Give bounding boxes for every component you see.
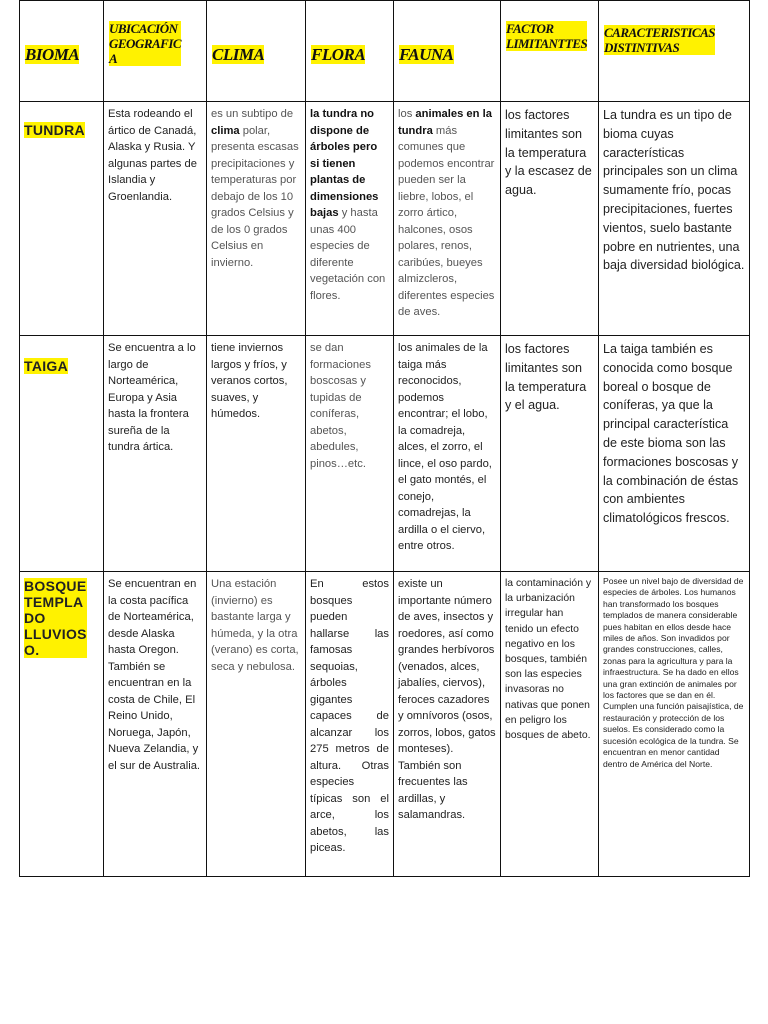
ubicacion-cell <box>104 102 207 336</box>
header-ubicacion-cell <box>104 1 207 102</box>
flora-text: En estos bosques pueden hallarse las famosas sequoias, árboles gigantes capaces de alcanzar los 275 metros de altura. Otras especies típicas son el arce, los abetos, las piceas. <box>310 578 389 854</box>
clima-cell <box>207 336 306 572</box>
bioma-cell <box>20 336 104 572</box>
clima-text-bold: clima <box>211 124 240 137</box>
caract-cell <box>599 336 750 572</box>
header-clima: CLIMA <box>212 45 265 64</box>
bioma-name: TAIGA <box>24 358 69 374</box>
bioma-name-line5: O. <box>24 642 40 658</box>
header-factor-cell <box>501 1 599 102</box>
bioma-cell <box>20 102 104 336</box>
flora-text-post: y hasta unas 400 especies de diferente vegetación con flores. <box>310 207 386 302</box>
factor-text: los factores limitantes son la temperatura y la escasez de agua. <box>505 108 592 198</box>
fauna-text-bold: animales en la tundra <box>398 108 492 137</box>
header-clima-cell <box>207 1 306 102</box>
flora-cell <box>306 102 394 336</box>
flora-cell <box>306 572 394 877</box>
fauna-cell <box>394 572 501 877</box>
bioma-name-line3: DO <box>24 610 46 626</box>
table-row <box>20 572 750 877</box>
table-row <box>20 336 750 572</box>
caract-cell <box>599 572 750 877</box>
caract-text: Posee un nivel bajo de diversidad de especies de árboles. Los humanos han transformado los bosques templados de manera considerable pues habitan en ellos desde hace miles de años. Son invadidos por grandes construcciones, calles, zonas para la agricultura y para la infraestructura. Se ha dado en ellos una gran extinción de animales por los factores que se dan en él. Cumplen una función paisajística, de restauración y protección de los suelos. Es considerado como la sucesión ecológica de la tundra. Se encuentran en menor cantidad dentro de América del Norte. <box>603 576 744 769</box>
ubicacion-text: Se encuentra a lo largo de Norteamérica, Europa y Asia hasta la frontera sureña de la tundra ártica. <box>108 342 196 453</box>
factor-cell <box>501 336 599 572</box>
clima-cell <box>207 102 306 336</box>
clima-text-pre: es un subtipo de <box>211 108 294 120</box>
caract-text: La tundra es un tipo de bioma cuyas características principales son un clima sumamente frío, pocas precipitaciones, fuertes vientos, suelo bastante pobre en nutrientes, una baja diversidad biológica. <box>603 108 745 273</box>
ubicacion-cell <box>104 336 207 572</box>
table-row <box>20 102 750 336</box>
flora-text-bold: la tundra no dispone de árboles pero si tienen plantas de dimensiones bajas <box>310 108 379 219</box>
header-factor-line1: FACTOR <box>506 21 554 36</box>
header-flora: FLORA <box>311 45 366 64</box>
caract-text: La taiga también es conocida como bosque boreal o bosque de coníferas, ya que la principal característica de este bioma son las formaciones boscosas y la combinación de éstas con ambientes climatológicos frescos. <box>603 342 739 526</box>
header-caracteristicas <box>604 25 715 55</box>
factor-cell <box>501 572 599 877</box>
bioma-name-line2: TEMPLA <box>24 594 84 610</box>
header-row <box>20 1 750 102</box>
header-bioma-cell <box>20 1 104 102</box>
ubicacion-text: Esta rodeando el ártico de Canadá, Alaska y Rusia. Y algunas partes de Islandia y Groenlandia. <box>108 108 197 203</box>
header-ubicacion-line3: A <box>109 51 118 66</box>
clima-cell <box>207 572 306 877</box>
clima-text-post: polar, presenta escasas precipitaciones y temperaturas por debajo de los 10 grados Celsius y de los 0 grados Celsius en invierno. <box>211 124 299 269</box>
header-caract-line1: CARACTERISTICAS <box>604 25 715 40</box>
header-fauna: FAUNA <box>399 45 454 64</box>
fauna-text: existe un importante número de aves, insectos y roedores, así como grandes herbívoros (venados, alces, jabalíes, ciervos), feroces cazadores y omnívoros (osos, zorros, lobos, gatos monteses). También son frecuentes las ardillas, y salamandras. <box>398 578 496 821</box>
clima-text <box>211 106 301 271</box>
fauna-text-pre: los <box>398 108 416 120</box>
factor-text: los factores limitantes son la temperatura y el agua. <box>505 342 587 413</box>
header-ubicacion <box>109 21 181 66</box>
factor-text: la contaminación y la urbanización irregular han tenido un efecto negativo en los bosques, también son las especies invasoras no nativas que ponen en peligro los bosques de abeto. <box>505 578 592 742</box>
header-caract-cell <box>599 1 750 102</box>
bioma-name: TUNDRA <box>24 122 85 138</box>
flora-text <box>310 106 389 304</box>
header-bioma: BIOMA <box>25 45 80 64</box>
header-factor <box>506 21 587 51</box>
flora-text: se dan formaciones boscosas y tupidas de coníferas, abetos, abedules, pinos…etc. <box>310 342 371 470</box>
bioma-name <box>24 578 87 658</box>
bioma-name-line4: LLUVIOS <box>24 626 87 642</box>
ubicacion-cell <box>104 572 207 877</box>
fauna-text: los animales de la taiga más reconocidos, podemos encontrar; el lobo, la comadreja, alces, el zorro, el lince, el oso pardo, el gato montés, el conejo, comadrejas, la ardilla o el ciervo, entre otros. <box>398 342 492 552</box>
header-fauna-cell <box>394 1 501 102</box>
fauna-text <box>398 106 496 321</box>
factor-cell <box>501 102 599 336</box>
fauna-cell <box>394 336 501 572</box>
clima-text: Una estación (invierno) es bastante larga y húmeda, y la otra (verano) es corta, seca y nebulosa. <box>211 578 299 673</box>
fauna-text-post: más comunes que podemos encontrar pueden ser la liebre, lobos, el zorro ártico, halcones, osos polares, renos, caribúes, bueyes almizcleros, diferentes especies de aves. <box>398 124 495 318</box>
header-flora-cell <box>306 1 394 102</box>
header-caract-line2: DISTINTIVAS <box>604 40 680 55</box>
fauna-cell <box>394 102 501 336</box>
caract-cell <box>599 102 750 336</box>
bioma-name-line1: BOSQUE <box>24 578 87 594</box>
header-ubicacion-line1: UBICACIÓN <box>109 21 178 36</box>
clima-text: tiene inviernos largos y fríos, y veranos cortos, suaves, y húmedos. <box>211 342 288 420</box>
flora-cell <box>306 336 394 572</box>
header-ubicacion-line2: GEOGRAFIC <box>109 36 182 51</box>
biomes-table <box>19 0 750 877</box>
bioma-cell <box>20 572 104 877</box>
header-factor-line2: LIMITANTTES <box>506 36 588 51</box>
ubicacion-text: Se encuentran en la costa pacífica de Norteamérica, desde Alaska hasta Oregon. También se encuentran en la costa de Chile, El Reino Unido, Noruega, Japón, Nueva Zelandia, y el sur de Australia. <box>108 578 201 772</box>
